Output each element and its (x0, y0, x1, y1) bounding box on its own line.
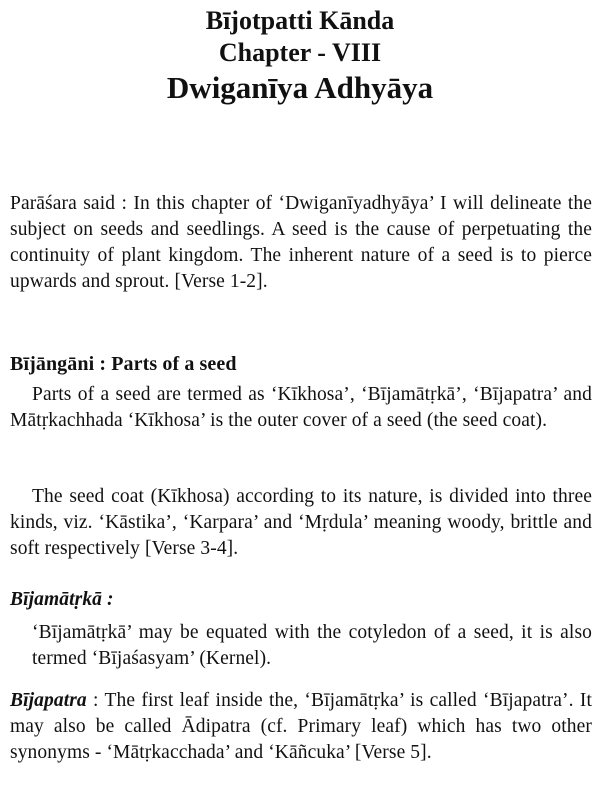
parts-paragraph-1: Parts of a seed are termed as ‘Kīkhosa’, ‘Bījamātṛkā’, ‘Bījapatra’ and Mātṛkachhada ‘Kīkhosa’ is the outer cover of a seed (the seed coat). (10, 384, 592, 431)
chapter-title: Dwiganīya Adhyāya (166, 70, 434, 105)
parts-of-seed-heading: Bījāngāni : Parts of a seed (10, 353, 237, 375)
book-section-title: Bījotpatti Kānda (205, 6, 395, 35)
bijapatra-text: : The first leaf inside the, ‘Bījamātṛka’ is called ‘Bījapatra’. It may also be called Ādipatra (cf. Primary leaf) which has two other synonyms - ‘Mātṛkacchada’ and ‘Kāñcuka’ [Verse 5]. (10, 690, 592, 763)
parts-paragraph-2: The seed coat (Kīkhosa) according to its nature, is divided into three kinds, viz. ‘Kāstika’, ‘Karpara’ and ‘Mṛdula’ meaning woody, brittle and soft respectively [Verse 3-4]. (10, 486, 592, 559)
intro-paragraph: Parāśara said : In this chapter of ‘Dwiganīyadhyāya’ I will delineate the subject on seeds and seedlings. A seed is the cause of perpetuating the continuity of plant kingdom. The inherent nature of a seed is to pierce upwards and sprout. [Verse 1-2]. (10, 193, 592, 292)
bijapatra-term: Bījapatra (10, 690, 87, 711)
bijamatrka-heading: Bījamātṛkā : (10, 589, 114, 610)
bijapatra-paragraph (10, 688, 592, 766)
chapter-number: Chapter - VIII (218, 38, 382, 67)
bijamatrka-paragraph: ‘Bījamātṛkā’ may be equated with the cotyledon of a seed, it is also termed ‘Bījaśasyam’ (Kernel). (32, 622, 592, 669)
